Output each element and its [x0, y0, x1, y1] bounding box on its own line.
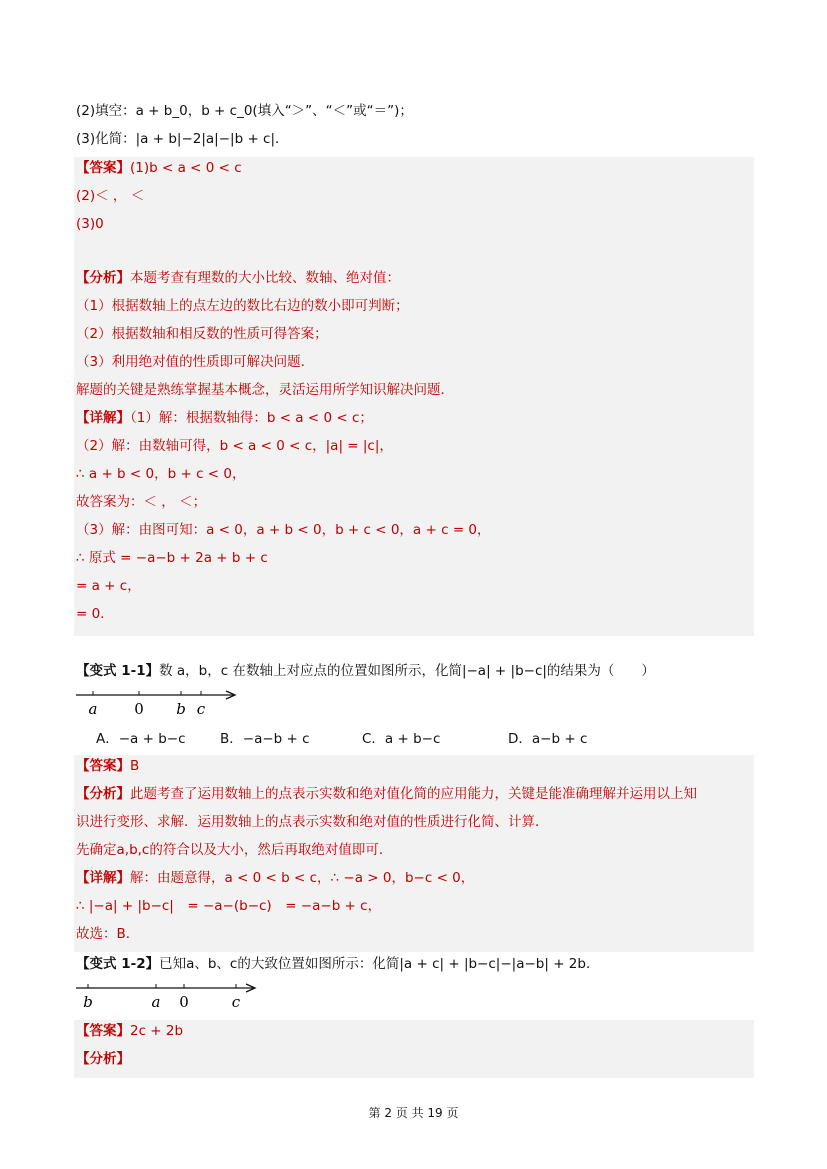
analysis-1-line [76, 268, 400, 288]
detail-tag-2: 【详解】 [76, 870, 130, 886]
option-a: A．−a + b−c [96, 731, 186, 747]
variant-1-2-answer [76, 1021, 183, 1041]
answer-1-part2: (2)＜ ， ＜ [76, 188, 145, 204]
option-b: B．−a−b + c [220, 731, 310, 747]
analysis-1-text: 本题考查有理数的大小比较、数轴、绝对值： [130, 270, 400, 286]
answer-1-part1: (1)b < a < 0 < c [130, 160, 242, 176]
answer-tag-2: 【答案】 [76, 758, 130, 774]
page-footer: 第 2 页 共 19 页 [368, 1106, 459, 1120]
option-d: D．a−b + c [508, 731, 588, 747]
variant-1-1-tag: 【变式 1-1】 [76, 663, 160, 679]
detail-tag: 【详解】 [76, 410, 130, 426]
detail-1-line-8: = 0． [76, 606, 114, 622]
option-c: C．a + b−c [362, 731, 441, 747]
detail-1-line-1 [76, 408, 373, 428]
analysis-tag: 【分析】 [76, 270, 130, 286]
answer-1-part3: (3)0 [76, 216, 104, 232]
variant-1-1-text: 数 a，b，c 在数轴上对应点的位置如图所示，化简|−a| + |b−c|的结果为（ ） [159, 663, 655, 679]
axis-label-c: c [196, 700, 206, 718]
variant-1-1-detail-l1: 解：由题意得，a < 0 < b < c，∴ −a > 0，b−c < 0， [130, 870, 475, 886]
variant-1-1-detail [76, 868, 474, 888]
variant-1-2-text: 已知a、b、c的大致位置如图所示：化简|a + c| + |b−c|−|a−b| + 2b． [159, 956, 600, 972]
detail-1-line-4: 故答案为：＜ ， ＜； [76, 494, 207, 510]
variant-1-1-question [76, 661, 655, 681]
analysis-1-item-2: （2）根据数轴和相反数的性质可得答案； [76, 326, 328, 342]
detail-1-line-7: = a + c， [76, 578, 141, 594]
analysis-1-item-1: （1）根据数轴上的点左边的数比右边的数小即可判断； [76, 298, 409, 314]
detail-1-text-1: （1）解：根据数轴得：b < a < 0 < c； [130, 410, 373, 426]
answer-1-line-1 [76, 158, 242, 178]
question-part-2: (2)填空：a + b_0，b + c_0(填入“＞”、“＜”或“＝”)； [76, 103, 413, 119]
axis-label-a: a [88, 700, 98, 718]
answer-tag: 【答案】 [76, 160, 130, 176]
analysis-tag-2: 【分析】 [76, 786, 130, 802]
analysis-tag-3: 【分析】 [76, 1051, 130, 1067]
variant-1-1-analysis-l3: 先确定a,b,c的符合以及大小，然后再取绝对值即可． [76, 842, 393, 858]
axis-label-c: c [231, 993, 241, 1011]
number-line-2 [74, 979, 264, 1013]
number-line-1 [74, 686, 244, 720]
variant-1-1-analysis [76, 784, 697, 804]
variant-1-1-answer [76, 756, 139, 776]
analysis-1-item-3: （3）利用绝对值的性质即可解决问题． [76, 354, 315, 370]
question-part-3: (3)化简：|a + b|−2|a|−|b + c|． [76, 131, 289, 147]
axis-label-0: 0 [179, 993, 189, 1011]
answer-tag-3: 【答案】 [76, 1023, 130, 1039]
variant-1-1-detail-l2: ∴ |−a| + |b−c| = −a−(b−c) = −a−b + c， [76, 898, 382, 914]
axis-label-b: b [176, 700, 186, 718]
detail-1-line-6: ∴ 原式 = −a−b + 2a + b + c [76, 550, 268, 566]
axis-label-a: a [151, 993, 161, 1011]
variant-1-2-tag: 【变式 1-2】 [76, 956, 160, 972]
axis-label-0: 0 [134, 700, 144, 718]
variant-1-1-answer-value: B [130, 758, 140, 774]
variant-1-1-analysis-l2: 识进行变形、求解．运用数轴上的点表示实数和绝对值的性质进行化简、计算． [76, 814, 549, 830]
detail-1-line-2: （2）解：由数轴可得，b < a < 0 < c，|a| = |c|， [76, 438, 393, 454]
detail-1-line-3: ∴ a + b < 0，b + c < 0， [76, 466, 246, 482]
analysis-1-item-4: 解题的关键是熟练掌握基本概念，灵活运用所学知识解决问题． [76, 382, 454, 398]
variant-1-2-answer-value: 2c + 2b [130, 1023, 184, 1039]
variant-1-2-question [76, 954, 599, 974]
variant-1-2-analysis [76, 1049, 130, 1069]
variant-1-1-analysis-l1: 此题考查了运用数轴上的点表示实数和绝对值化简的应用能力，关键是能准确理解并运用以上知 [130, 786, 697, 802]
axis-label-b: b [83, 993, 93, 1011]
variant-1-1-detail-l3: 故选：B． [76, 926, 140, 942]
detail-1-line-5: （3）解：由图可知：a < 0，a + b < 0，b + c < 0，a + c = 0， [76, 522, 491, 538]
